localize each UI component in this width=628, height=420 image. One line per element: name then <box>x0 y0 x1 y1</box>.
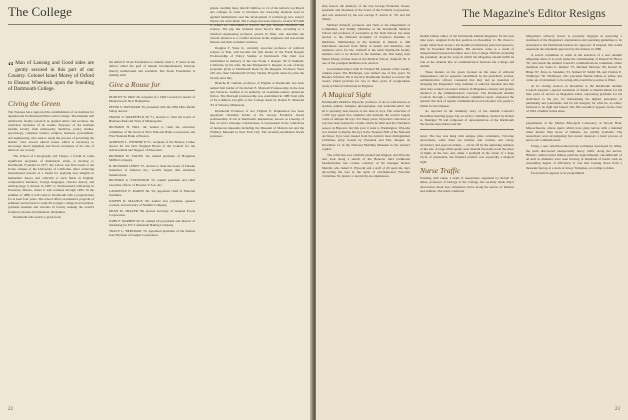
list-item: RICHARD H. HILL '44, named to chair the executive committee of the board of First National Bank Corporation and First National Bank of Boston. <box>109 125 195 138</box>
list-item: DEAN M. SHAVER '68, elected secretary of General Foods Corporation. <box>109 208 195 217</box>
right-column-3 <box>526 34 622 177</box>
title-rule <box>462 25 622 26</box>
list-item: RICHARD A. STANWOOD '55, named president and chief executive officer of Bowater U.S.A. Inc. <box>109 178 195 187</box>
list-item: LAWRENCE E. MARTZ JR. '34, appointed chief of National Institutes. <box>109 188 195 197</box>
paragraph: A search committee to assist in the selection of a new Alumni Magazine editor is at work under the chairmanship of Russell W. Bruce '50, who heads the Alumni Council's communications committee. Other members are Sonia G. Diemer '75, Michael McGraw '60, Robert D. Blake '67, Dave A. Saunders '53, Samuel W. Smith '66, and Charles E. Widmayer '30. Widmayer, who preceded Dennis Dinan as editor, has come out of retirement to be acting editor until the position is filled. <box>526 52 622 83</box>
right-column-2 <box>420 34 514 195</box>
section-title-college: The College <box>8 4 72 19</box>
list-item: PETER S. HAYWARD '70, presented with the 1982 Ohio Medal Safety Award. <box>109 105 195 114</box>
paragraph: Government major John W. Farmed '84, founder of the weekly campus paper The Harbinger, was named one of this year's 32 Rhodes Scholars. He is the 61st Dartmouth student to receive the award, which provides for two or three years of postgraduate study at Oxford University in England. <box>322 66 410 88</box>
paragraph: Dennis Dinan, editor of the Dartmouth Alumni Magazine for the past nine years, resigned from that position on December 11. He chose to resign rather than accept a six-months probationary period proposed to him by President McLaughlin. His decision came as a result of disagreement between the editor and a few College officials, including the president, about the ways in which the Magazine should fulfill its role as the channel line of communication between the College and alumni. <box>420 34 514 68</box>
paragraph: These matters on the green focused on the issue of editorial independence and its apparent curtailment by the president's actions. Administrative officers countered that they had no intention of changing the Magazine's long tradition of editorial freedom and that what they wanted was better balance in Magazine contents and greater attention to the administration's concerns. The Dartmouth Alumni Council, through a communications committee report, expressed the opinion that lack of regular communication on both sides was partly to blame for the impasse. <box>420 69 514 108</box>
heading-magical-sight: A Magical Sight <box>322 89 372 99</box>
page-number-left: 22 <box>8 407 13 412</box>
paragraph: As reported in the summary story of the Alumni Council's December meeting (page 54), an ad hoc committee, chaired by Robert A. Danziger '70 and composed of representatives of the Dartmouth Secretaries Association and the <box>420 109 514 127</box>
paragraph: The Trustees have approved the establishment of an Institute for Applied and Professional Ethics at the College. The Institute will underwrite faculty research in applied ethics and promote the curricular inclusion of its results. Purposes of the institute include faculty from philosophy, medicine, policy studies, psychology, computer science, religion, business, government, and engineering, who seek to study the process of governing the holistic view toward ethical issues which is necessary to encourage moral judgment and broad awareness of the role of ethics in our society. <box>8 110 94 153</box>
list-item: R. RICHARD LEDES '57, elected to chair the board of Putnam Industries of America Inc., world's largest dust emulsion manufacturer. <box>109 164 195 177</box>
paragraph: Dartmouth's Matthew Wysocki, professor of art, is well-known as teacher, painter, designer, photographer, and naturalist-artist; but he is probably best known as the man of toys. His collection of 1,500 toys spans five centuries and includes the world's largest cache of antique tin toys. For many years, Wysocki's collection of toys has been housed in a home which he built and the Christmas season in Hanover, but this year it went to Washington. Wysocki was invited to display his toys in the Treasure Hall of the National Archives. Toys were treated from the nation's most distinguished Christmas party, hosted by President and Mrs. Reagan on December 12 in the National Building Museum in the nation's capital. <box>322 100 410 151</box>
heading-nurse-traffic: Nurse Traffic <box>420 165 461 175</box>
left-column-3 <box>210 6 304 140</box>
lead-paragraph: Man of Lansing and Good sides are gently secured in this part of our Country. Colonel Israel Morey of Orford to Eleazar Wheelock upon the founding of Dartmouth College. <box>8 60 94 93</box>
list-item: DUDLEY W. ORR '29, recipient of a 1982 Governor's Award of Distinction in New Hampshire. <box>109 95 195 104</box>
section-divider <box>526 117 622 118</box>
list-item: ADDISON L. WINSHIP II '51, recipient of the Eleanor Collier Award for the New England Board of the Council for the Advancement and Support of Education. <box>109 139 195 153</box>
paragraph: At its closing session on December 4, the Dartmouth Alumni Council adopted a special resolution of thanks to Dennis Dinan for his nine years of service as Magazine editor, expressing gratitude for his dedication to his job, for maintaining the highest principles of publishing and journalism, and for his integrity for what he, as editor, believed to be right and honest. The full resolution appears in the class of 1961 columns in this issue. <box>526 83 622 114</box>
paragraph: Magazine's advisory board, is presently engaged in preparing a statement of the Magazine's organization and operating guidelines to be presented to the Dartmouth trustees for approval. If adopted, this would supersede the statement approved by the trustees in 1980. <box>526 34 622 51</box>
paragraph: Michael Zubkoff, professor and chair of the Department of Community and Family Medicine at the Dartmouth Medical School and professor of economics at the Tuck School, has been elected to the National Academy of Science's Institute of Medicine. Membership in the Institute is limited to 400 individuals selected from fields of health and medicine, and members serve for life. Zubkoff is the sixth Dartmouth faculty member ever to be elected to the institute, the first being Jean Mann Tinney, former dean of the Medical School. Zubkoff, 36, is one of the youngest members ever elected. <box>322 22 410 65</box>
right-column-1 <box>322 4 410 180</box>
page-number-right: 23 <box>615 407 620 412</box>
list-item: TRACY L. BERTRAM '70, appointed president of the Donnis Jean Division of Gadget Corporation. <box>109 228 195 238</box>
paragraph: Working with equal, a team of researchers organized by Robert D. Allen, professor of biology at the College, has recently made major discoveries about how substances move along the nerves of humans and animals. The team conducted <box>420 176 514 193</box>
paragraph: ship honors the memory of the late George Frederick Jewett, president and chairman of the board of the Potlatch Corporation, and was endowed by his son George F. Jewett Jr. '50, and his family. <box>322 4 410 21</box>
section-divider <box>420 129 514 130</box>
paragraph: Using a new television-microscopy technique developed by Allen, the team discovered unexpectedly heavy traffic along the nerves. Hitherto undiscovered minute particles approximately one-millionth of an inch in diameter were seen moving in hundreds of bursts with an astounding degree of efficiency. It was like looking down from a thousand feet up at a stack of Jersey Turnpikes, according to Allen. <box>526 144 622 170</box>
right-page <box>316 0 628 420</box>
left-column-2 <box>109 60 195 239</box>
left-page <box>0 0 312 420</box>
paragraph: experiments at the Marine Biological Laboratory at Woods Hole, Massachusetts, where squid, which have giant nerves with a hundred times thicker than those of humans, are readily available. The researchers were investigating fast axonal transport, a basic process of nerve cell communication. <box>526 121 622 143</box>
left-column-1 <box>8 60 94 221</box>
list-item: FRANK V. WAKEFIELD III '71, elected to chair the board of Business Risk and Trust of Minneapolis. <box>109 115 195 124</box>
paragraph: Blanche H. Gelfant, professor of English at Dartmouth, has been named first holder of the Robert E. Maxwell Professorship in the Arts and Sciences. Gelfant is an authority on twentieth-century American fiction. The Maxwell professorship was established in 1980 from gifts of $1.4 million and gifts to the College made by Robert E. Maxwell '23 of Winona, Minnesota. <box>210 81 304 107</box>
lead-quote <box>8 60 94 93</box>
quote-mark: “ <box>8 58 14 73</box>
paragraph: grants, totalling more than $3 million, to 12 of the nation's top liberal arts colleges in order to introduce the reasoning methods used in applied mathematics and the development of technology into today's liberal arts curriculum. The College has been slated to receive $75,000 to reflect its curriculum to narrow the gap between literature and science. The gap has widened since Snow's time, according to a Stanford engineering professor quoted in Time, who describes the current situation as a conflict between techie engineers and non-techie liberals and their academic teachers. <box>210 6 304 44</box>
list-item: JOHN P. WARREN III '41, named vice president and director of marketing for ITT Continental Baking Company. <box>109 218 195 228</box>
section-title-editor-resigns: The Magazine's Editor Resigns <box>462 8 606 20</box>
paragraph: sized. The tree was hung with antique glass ornaments, Victorian decorations, some dried sea urchins, and cookies, and candy, strawberry and popcorn strings — all set off by the upturning radiance of the tree. A large white spider seen beneath blossoms nook the place of lights on the tree, and, under a spotlight in the center of a huge circle of poinsettias, the finished product was reportedly a magical sight. <box>420 134 514 164</box>
paragraph: The collection was carefully packed and shipped, and Wysocki also took along a sketch of the Hanover Inn's traditional mountain-like tree cookie, courtesy of his manager Robert Merrim, who baked it. Wysocki and a staff of 20 spent the days decorating the tree in the spirit of old-fashioned Victorian Christmas. No plastic or electricity, he emphasizes. <box>322 152 410 179</box>
heading-civing-green: Civing the Green <box>8 98 61 108</box>
heading-give-rouse: Give a Rouse for <box>109 80 161 89</box>
list-item: JOSEPH D. MAGNUS '60, named vice president, general counsel, and secretary of Summit Company. <box>109 198 195 207</box>
paragraph: Each particle appears to be programmed <box>531 171 585 176</box>
paragraph: Douglas T. Yates Jr., currently associate professor of political science at Yale, will become the first holder of the Frank Reagan Professorship of Policy Studies at Dartmouth. The chair was established in memory of the late Frank J. Reagan '49 of Oakland, California, by his wife, the late Marguerite S. Reagan, as one of many programs given to Dartmouth made by the Reagans. Professor Yates will also chair Dartmouth's Policy Studies Program when he joins the faculty next July. <box>210 45 304 80</box>
list-item: RICHARD W. YOUNG '44, named president of Houghton Mifflin Company. <box>109 154 195 163</box>
heading-rule <box>109 90 195 91</box>
paragraph: The School of Cartography and Thayer, a forum of some significant programs of humanistic study, is moving to Dartmouth. Founded in 1977, the school was first based at the Irvine campus of the University of California. After achieving international renown as a forum for applying new insights in humanistic theory and criticism to such fields as English, comparative literature, foreign languages, classics, history and anthropology, it moved, in 1987, to Northwestern University in Evanston, Illinois, where it will continue through 1992. In the summer of 1988, it will come to Dartmouth with a program here for at least four years. The school offers an intensive program of seminars and lectures to some 60 younger college-level teachers, graduate students and scholars in faculty seeking the world's foremost scholars in humanistic disciplines. <box>8 154 94 214</box>
paragraph: Dartmouth will receive a grant from <box>13 215 61 220</box>
paragraph: Dartmouth Professor of Art Virginia E. Raphaelson has been appointed chairman holder of the George Frederick Jewett professorship of Art at Dartmouth. Raphaelson, known as a keenly of fine art and a massage constructions, is represented in the collections of numerous museums including the Museum of Modern Art and the Whitney Museum in New York City. The recently-established Jewett professor- <box>210 108 304 139</box>
paragraph: the Alfred P. Sloan Foundation to remedy what C. P. Snow in the Alfred called the gulf of mutual incomprehension between literary intellectuals and scientists. The Sloan Foundation is making such <box>109 60 195 77</box>
